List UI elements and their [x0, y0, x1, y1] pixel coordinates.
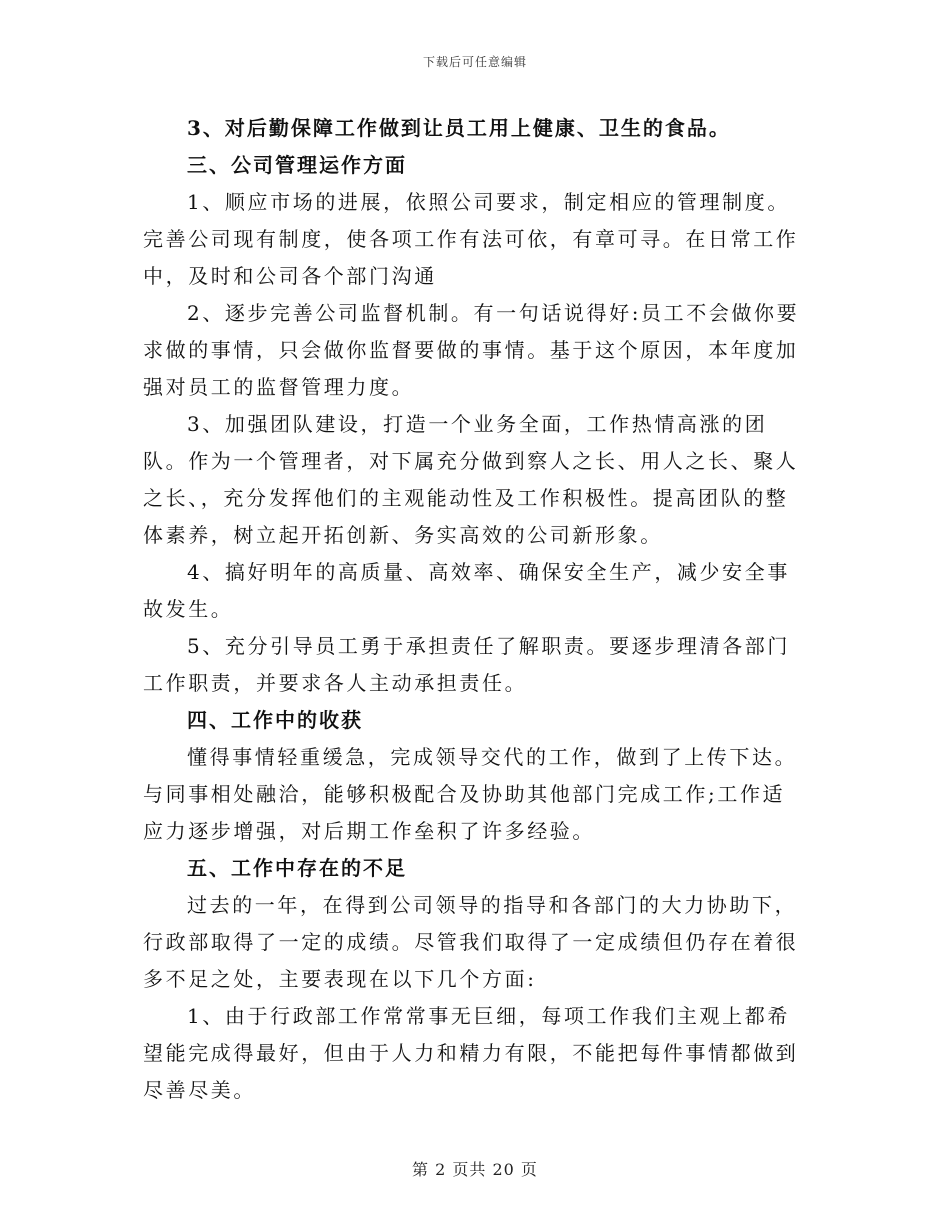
section-heading: 三、公司管理运作方面	[187, 153, 407, 177]
paragraph: 4、搞好明年的高质量、高效率、确保安全生产，减少安全事故发生。	[143, 560, 790, 621]
paragraph: 1、由于行政部工作常常事无巨细，每项工作我们主观上都希望能完成得最好，但由于人力和精力有限，不能把每件事情都做到尽善尽美。	[143, 1004, 799, 1102]
section-heading: 五、工作中存在的不足	[187, 856, 407, 880]
paragraph: 1、顺应市场的进展，依照公司要求，制定相应的管理制度。完善公司现有制度，使各项工作有法可依，有章可寻。在日常工作中，及时和公司各个部门沟通	[143, 190, 799, 288]
page-footer: 第 2 页共 20 页	[412, 1160, 538, 1179]
paragraph: 懂得事情轻重缓急，完成领导交代的工作，做到了上传下达。与同事相处融洽，能够积极配合及协助其他部门完成工作;工作适应力逐步增强，对后期工作垒积了许多经验。	[143, 745, 798, 843]
section-heading: 四、工作中的收获	[187, 708, 363, 732]
paragraph: 2、逐步完善公司监督机制。有一句话说得好:员工不会做你要求做的事情，只会做你监督要做的事情。基于这个原因，本年度加强对员工的监督管理力度。	[143, 301, 800, 399]
document-body	[143, 110, 807, 1109]
paragraph-heading: 3、对后勤保障工作做到让员工用上健康、卫生的食品。	[187, 116, 731, 140]
page-header: 下载后可任意编辑	[422, 55, 527, 69]
paragraph: 过去的一年，在得到公司领导的指导和各部门的大力协助下，行政部取得了一定的成绩。尽管我们取得了一定成绩但仍存在着很多不足之处，主要表现在以下几个方面:	[143, 893, 799, 991]
paragraph: 5、充分引导员工勇于承担责任了解职责。要逐步理清各部门工作职责，并要求各人主动承担责任。	[143, 634, 790, 695]
paragraph: 3、加强团队建设，打造一个业务全面，工作热情高涨的团队。作为一个管理者，对下属充分做到察人之长、用人之长、聚人之长、，充分发挥他们的主观能动性及工作积极性。提高团队的整体素养，树立起开拓创新、务实高效的公司新形象。	[143, 412, 799, 547]
